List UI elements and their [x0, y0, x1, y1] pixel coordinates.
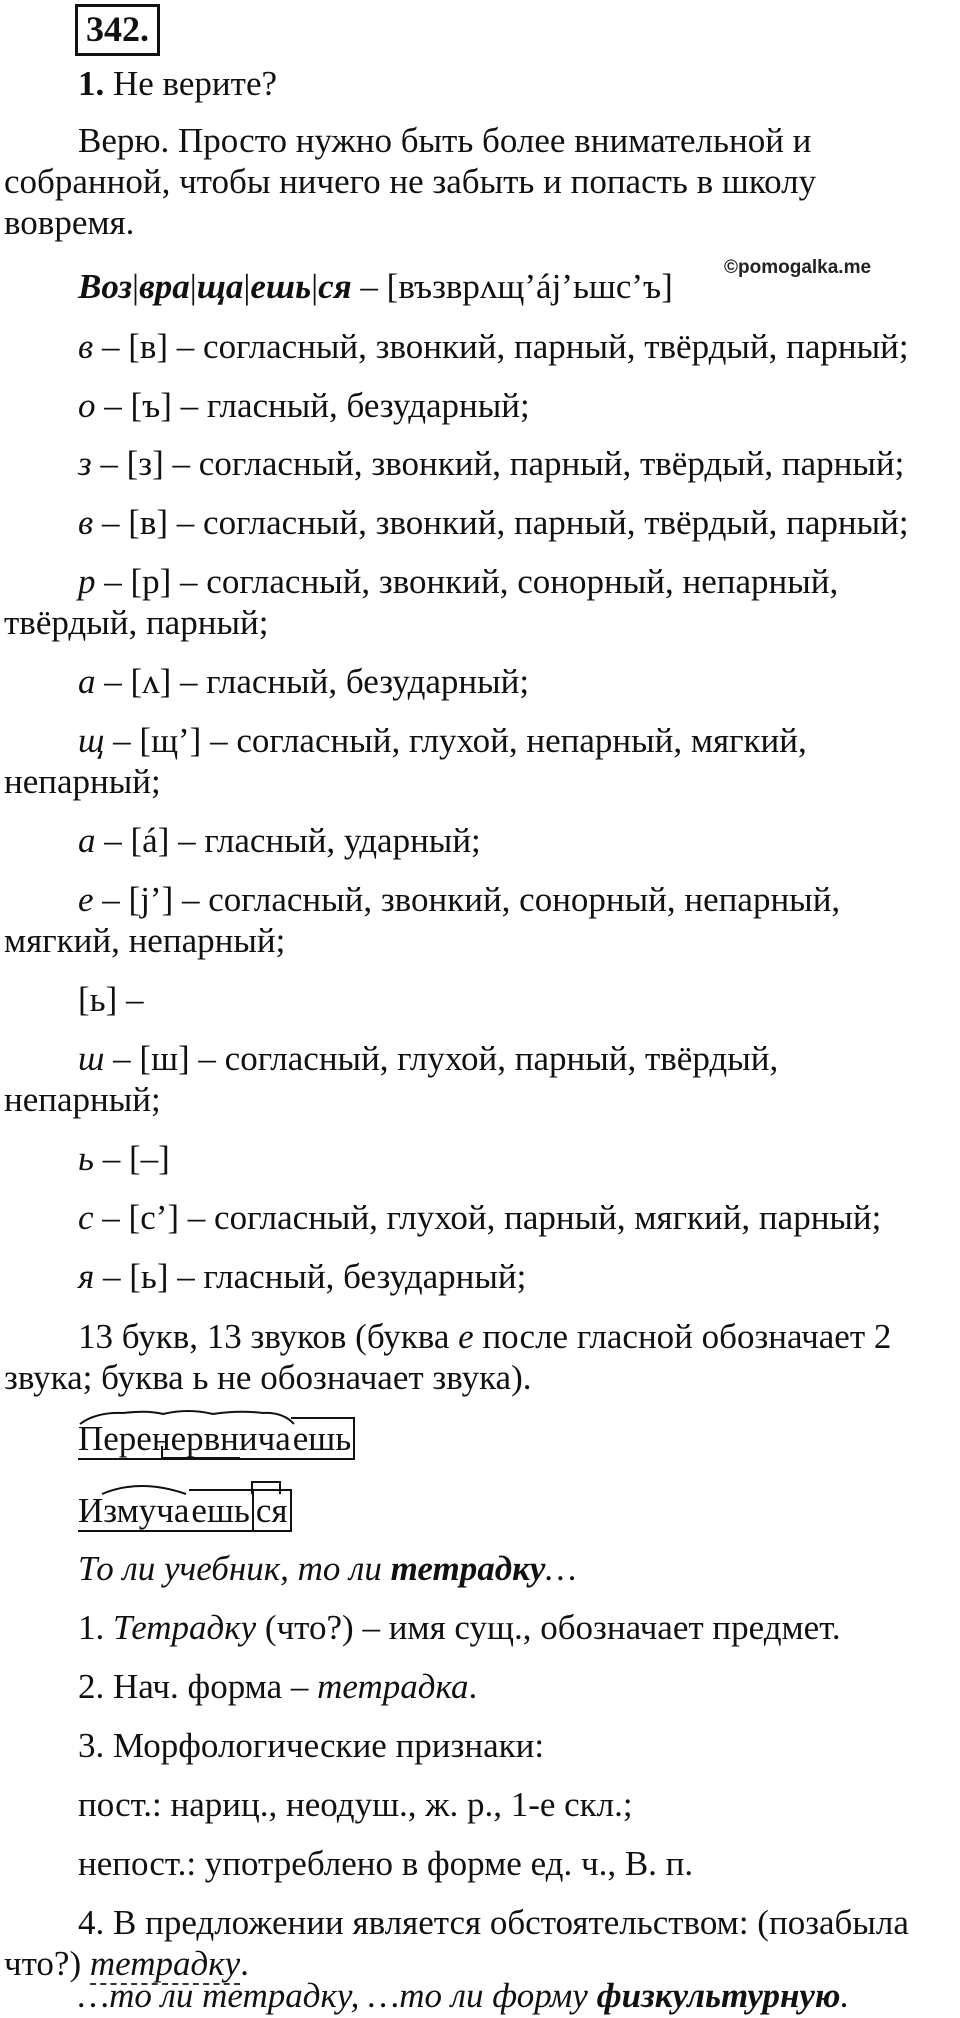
syllable-separator: |	[243, 267, 251, 306]
postfix-mark	[250, 1478, 284, 1496]
task-question: Не верите?	[113, 64, 278, 103]
letter: ь	[78, 1139, 94, 1178]
letter-description: – [ш] – согласный, глухой, парный, твёрдый,	[104, 1039, 779, 1078]
analysis-point-4: 4. В предложении является обстоятельством: (позабыла	[78, 1903, 909, 1942]
letter-description: – [в] – согласный, звонкий, парный, твёрдый, парный;	[93, 327, 909, 366]
letter-line-continued: твёрдый, парный;	[4, 603, 269, 642]
watermark: ©pomogalka.me	[724, 257, 872, 278]
analysis-word: тетрадка	[317, 1667, 469, 1706]
letter: р	[78, 562, 96, 601]
letter-line	[78, 1138, 170, 1179]
letter-line	[78, 502, 909, 543]
analysis-text: .	[240, 1944, 249, 1983]
letter-line	[78, 443, 904, 484]
letter-description: – [–]	[93, 1139, 170, 1178]
letter-line-continued: непарный;	[4, 762, 161, 801]
sentence-text: …	[545, 1549, 577, 1588]
morpheme-word-2	[78, 1490, 292, 1531]
paragraph-line-1: Верю. Просто нужно быть более внимательной и	[78, 121, 812, 160]
summary-text: 13 букв, 13 звуков (буква	[78, 1317, 459, 1356]
paragraph-line-3: вовремя.	[4, 203, 135, 242]
analysis-number: 1.	[78, 1608, 113, 1647]
final-keyword: физкультурную	[596, 1976, 841, 2015]
morpheme-ending: ешь	[291, 1417, 355, 1460]
prefix-mark	[160, 1444, 300, 1462]
letter: в	[78, 503, 94, 542]
analysis-text: (что?) – имя сущ., обозначает предмет.	[256, 1608, 841, 1647]
letter-description: – [щ’] – согласный, глухой, непарный, мягкий,	[104, 721, 807, 760]
letter-line	[78, 979, 144, 1020]
letter: с	[78, 1198, 94, 1237]
morpheme-stem: Перенервнича	[78, 1419, 291, 1458]
analysis-point-1	[78, 1607, 841, 1648]
analysis-underlined-word: тетрадку	[89, 1944, 241, 1983]
analysis-variable-features: непост.: употреблено в форме ед. ч., В. п.	[78, 1844, 694, 1883]
letter-description: – [ъ] – гласный, безударный;	[95, 386, 530, 425]
letter-description: – [j’] – согласный, звонкий, сонорный, непарный,	[93, 880, 841, 919]
letter-description: [ь] –	[78, 980, 144, 1019]
final-text: …то ли тетрадку, …то ли форму	[78, 1976, 597, 2015]
letter-description: – [р] – согласный, звонкий, сонорный, непарный,	[95, 562, 839, 601]
analysis-point-3: 3. Морфологические признаки:	[78, 1726, 545, 1765]
task-number: 1.	[78, 64, 105, 103]
letter-line	[78, 820, 481, 861]
letter: е	[78, 880, 94, 919]
letter: щ	[78, 721, 105, 760]
letter: а	[78, 821, 96, 860]
letter-description: – [с’] – согласный, глухой, парный, мягкий, парный;	[93, 1198, 882, 1237]
letter-line	[78, 1197, 881, 1238]
syllable: ща	[196, 267, 244, 306]
morpheme-ending: ешь	[189, 1489, 253, 1532]
letter: з	[78, 444, 92, 483]
sentence-keyword: тетрадку	[390, 1549, 546, 1588]
analysis-constant-features: пост.: нариц., неодуш., ж. р., 1-е скл.;	[78, 1785, 633, 1824]
letter-line	[78, 385, 530, 426]
letter-line	[78, 1256, 526, 1297]
final-line	[78, 1975, 849, 2016]
letter-description: – [á] – гласный, ударный;	[95, 821, 481, 860]
letter-line	[78, 879, 840, 920]
morpheme-stem: Измуча	[78, 1491, 190, 1530]
root-arc	[78, 1406, 298, 1426]
letter-line	[78, 1038, 778, 1079]
summary-letter: е	[458, 1317, 474, 1356]
syllable-separator: |	[311, 267, 319, 306]
analysis-text: 2. Нач. форма –	[78, 1667, 318, 1706]
transcription: – [възврʌщ’áj’ьшс’ъ]	[351, 267, 673, 306]
syllable: Воз	[78, 267, 133, 306]
letter: а	[78, 662, 96, 701]
sentence-line	[78, 1548, 576, 1589]
letter-line-continued: непарный;	[4, 1080, 161, 1119]
syllable: ся	[318, 267, 352, 306]
analysis-text: что?)	[4, 1944, 90, 1983]
letter-line-continued: мягкий, непарный;	[4, 921, 286, 960]
letter-description: – [ʌ] – гласный, безударный;	[95, 662, 530, 701]
analysis-point-2	[78, 1666, 477, 1707]
letter-description: – [з] – согласный, звонкий, парный, твёрдый, парный;	[91, 444, 905, 483]
letter-description: – [ь] – гласный, безударный;	[94, 1257, 527, 1296]
summary-line-1	[78, 1316, 891, 1357]
sentence-text: То ли учебник, то ли	[78, 1549, 391, 1588]
letter-line	[78, 661, 529, 702]
paragraph-line-2: собранной, чтобы ничего не забыть и попасть в школу	[4, 162, 817, 201]
word-parse-line	[78, 266, 673, 307]
letter-line	[78, 720, 807, 761]
letter-description: – [в] – согласный, звонкий, парный, твёрдый, парный;	[93, 503, 909, 542]
final-text: .	[840, 1976, 850, 2015]
summary-text: после гласной обозначает 2	[473, 1317, 892, 1356]
letter: я	[78, 1257, 95, 1296]
syllable: ешь	[250, 267, 312, 306]
morpheme-postfix: ся	[254, 1489, 292, 1532]
letter: ш	[78, 1039, 105, 1078]
root-arc	[100, 1478, 190, 1496]
task-line	[78, 63, 277, 104]
syllable: вра	[139, 267, 190, 306]
analysis-word: Тетрадку	[113, 1608, 257, 1647]
letter: о	[78, 386, 96, 425]
letter: в	[78, 327, 94, 366]
analysis-text: .	[468, 1667, 478, 1706]
syllable-separator: |	[189, 267, 197, 306]
exercise-number: 342.	[75, 4, 160, 56]
summary-line-2: звука; буква ь не обозначает звука).	[4, 1358, 532, 1397]
letter-line	[78, 561, 838, 602]
letter-line	[78, 326, 909, 367]
syllable-separator: |	[132, 267, 140, 306]
